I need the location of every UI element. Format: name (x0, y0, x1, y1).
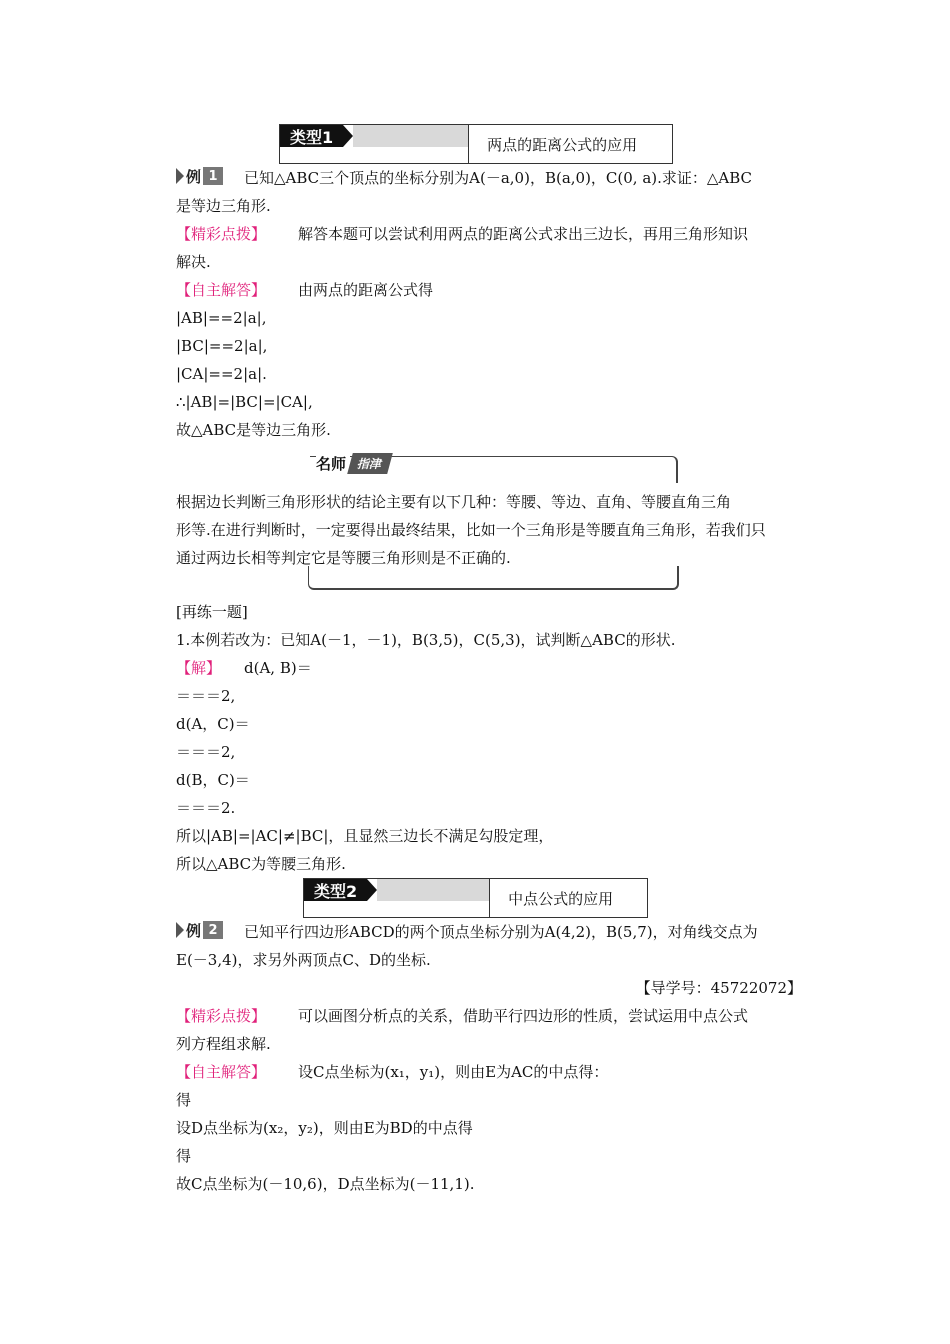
teacher-box-bottom-border (308, 566, 679, 590)
teacher-badge-text1: 名师 (316, 453, 350, 474)
example2-label: 例 (186, 921, 202, 940)
type1-tag: 类型1 (280, 125, 343, 147)
example1-line2: 是等边三角形. (176, 197, 271, 215)
example1-hint-line2: 解决. (176, 253, 211, 271)
example1-solution-line: |CA|==2|a|. (176, 365, 267, 383)
practice-solution-line: d(B，C)＝ (176, 771, 250, 789)
type2-header (303, 878, 648, 918)
example2-line1: 已知平行四边形ABCD的两个顶点坐标分别为A(4,2)，B(5,7)，对角线交点为 (244, 923, 758, 941)
example2-line2: E(－3,4)，求另外两顶点C、D的坐标. (176, 951, 431, 969)
example2-marker (176, 920, 223, 940)
example2-solution-line: 得 (176, 1091, 192, 1109)
example2-solution-line: 得 (176, 1147, 192, 1165)
type1-title: 两点的距离公式的应用 (468, 125, 672, 163)
example1-solution-line: |AB|==2|a|, (176, 309, 267, 327)
teacher-line: 通过两边长相等判定它是等腰三角形则是不正确的. (176, 549, 511, 567)
example2-solution-line0: 设C点坐标为(x₁，y₁)，则由E为AC的中点得： (298, 1063, 609, 1081)
example2-hint-line1: 可以画图分析点的关系，借助平行四边形的性质，尝试运用中点公式 (298, 1007, 749, 1025)
example2-number: 2 (203, 921, 223, 939)
practice-solution-line: ＝＝＝2, (176, 743, 236, 761)
example2-solution-line: 故C点坐标为(－10,6)，D点坐标为(－11,1). (176, 1175, 475, 1193)
example1-hint-label: 【精彩点拨】 (176, 225, 267, 243)
example1-hint-line1: 解答本题可以尝试利用两点的距离公式求出三边长，再用三角形知识 (298, 225, 749, 243)
practice-heading: [再练一题] (176, 603, 248, 621)
practice-solution-line: 所以|AB|=|AC|≠|BC|，且显然三边长不满足勾股定理， (176, 827, 554, 845)
type1-header (279, 124, 673, 164)
practice-question: 1.本例若改为：已知A(－1，－1)，B(3,5)，C(5,3)，试判断△ABC的形状. (176, 631, 676, 649)
example2-hint-label: 【精彩点拨】 (176, 1007, 267, 1025)
guide-number: 【导学号：45722072】 (635, 979, 802, 997)
example1-solution-line: ∴|AB|=|BC|=|CA|, (176, 393, 313, 411)
practice-solution-line: 所以△ABC为等腰三角形. (176, 855, 346, 873)
example1-solution-line: 故△ABC是等边三角形. (176, 421, 331, 439)
example1-solution-line0: 由两点的距离公式得 (298, 281, 434, 299)
type2-grey-bar (377, 879, 489, 901)
practice-solution-line: ＝＝＝2, (176, 687, 236, 705)
example2-hint-line2: 列方程组求解. (176, 1035, 271, 1053)
teacher-line: 根据边长判断三角形形状的结论主要有以下几种：等腰、等边、直角、等腰直角三角 (176, 493, 732, 511)
example1-solution-line: |BC|==2|a|, (176, 337, 268, 355)
type2-tag: 类型2 (304, 879, 367, 901)
type2-title: 中点公式的应用 (489, 879, 647, 917)
type1-grey-bar (353, 125, 468, 147)
practice-solution-line0: d(A, B)＝ (244, 659, 312, 677)
example1-number: 1 (203, 167, 223, 185)
practice-solution-line: ＝＝＝2. (176, 799, 236, 817)
example1-line1: 已知△ABC三个顶点的坐标分别为A(－a,0)，B(a,0)，C(0, a).求证：△ABC (244, 169, 753, 187)
example2-solution-line: 设D点坐标为(x₂，y₂)，则由E为BD的中点得 (176, 1119, 473, 1137)
teacher-badge-text2: 指津 (347, 453, 393, 474)
example1-solution-label: 【自主解答】 (176, 281, 267, 299)
example2-solution-label: 【自主解答】 (176, 1063, 267, 1081)
example1-marker (176, 166, 223, 186)
practice-solution-label: 【解】 (176, 659, 222, 677)
example1-label: 例 (186, 167, 202, 186)
triangle-icon (176, 922, 184, 938)
teacher-badge (316, 452, 390, 474)
teacher-line: 形等.在进行判断时，一定要得出最终结果，比如一个三角形是等腰直角三角形，若我们只 (176, 521, 766, 539)
triangle-icon (176, 168, 184, 184)
practice-solution-line: d(A，C)＝ (176, 715, 250, 733)
